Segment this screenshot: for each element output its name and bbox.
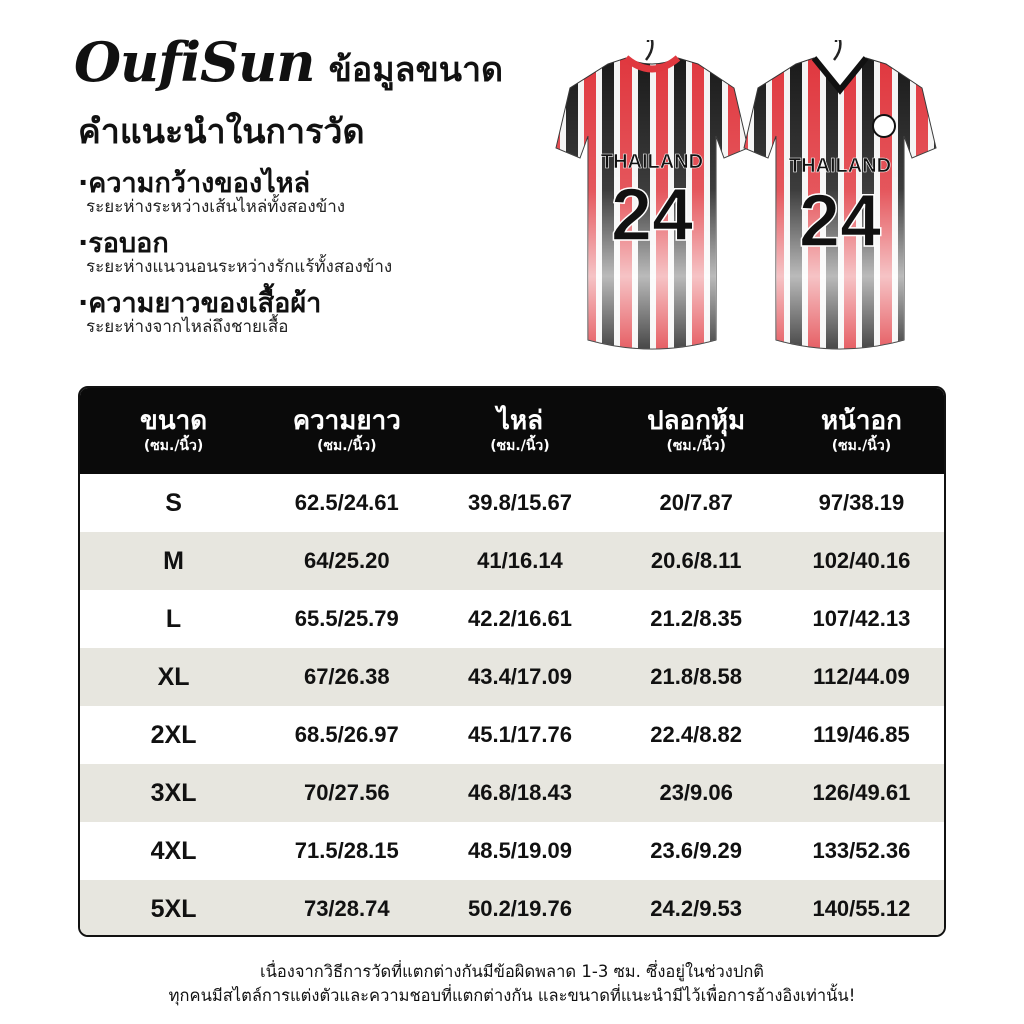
jersey-back-text: THAILAND bbox=[600, 151, 704, 173]
column-header-length bbox=[267, 407, 426, 455]
chest-cell: 133/52.36 bbox=[812, 838, 911, 863]
size-chart-table bbox=[78, 386, 946, 937]
size-cell: XL bbox=[157, 662, 190, 691]
header-label: ปลอกหุ้ม bbox=[647, 405, 746, 436]
tip-heading: ·ความยาวของเสื้อผ้า bbox=[78, 288, 322, 319]
table-row bbox=[80, 764, 944, 822]
shoulder-cell: 45.1/17.76 bbox=[467, 722, 572, 747]
chest-cell: 107/42.13 bbox=[812, 606, 911, 631]
tip-chest bbox=[78, 230, 392, 277]
chest-cell: 112/44.09 bbox=[813, 664, 910, 689]
length-cell: 70/27.56 bbox=[303, 780, 390, 805]
header-label: หน้าอก bbox=[820, 405, 902, 436]
header-label: ไหล่ bbox=[496, 405, 544, 436]
sleeve-cell: 24.2/9.53 bbox=[650, 896, 743, 921]
shoulder-cell: 43.4/17.09 bbox=[467, 664, 572, 689]
tip-description: ระยะห่างแนวนอนระหว่างรักแร้ทั้งสองข้าง bbox=[86, 257, 393, 277]
table-row bbox=[80, 590, 944, 648]
jersey-images bbox=[548, 40, 938, 370]
table-header bbox=[80, 388, 944, 474]
chest-cell: 119/46.85 bbox=[813, 722, 910, 747]
table-row bbox=[80, 822, 944, 880]
size-cell: M bbox=[163, 546, 184, 575]
note-reference-only: ทุกคนมีสไตล์การแต่งตัวและความชอบที่แตกต่างกัน และขนาดที่แนะนำมีไว้เพื่อการอ้างอิงเท่านั้น! bbox=[168, 986, 856, 1005]
jersey-front-number: 24 bbox=[798, 179, 882, 262]
chest-cell: 126/49.61 bbox=[812, 780, 911, 805]
header-label: ความยาว bbox=[292, 405, 401, 436]
sleeve-cell: 23/9.06 bbox=[659, 780, 733, 805]
shoulder-cell: 48.5/19.09 bbox=[467, 838, 572, 863]
jersey-back-number: 24 bbox=[610, 173, 694, 256]
shoulder-cell: 46.8/18.43 bbox=[467, 780, 572, 805]
header-unit: (ซม./นิ้ว) bbox=[490, 437, 550, 454]
length-cell: 65.5/25.79 bbox=[294, 606, 399, 631]
header-unit: (ซม./นิ้ว) bbox=[666, 437, 726, 454]
chest-cell: 102/40.16 bbox=[812, 548, 911, 573]
chest-cell: 97/38.19 bbox=[818, 490, 905, 515]
length-cell: 71.5/28.15 bbox=[294, 838, 399, 863]
crest-icon bbox=[873, 115, 895, 137]
header bbox=[74, 30, 503, 96]
length-cell: 73/28.74 bbox=[303, 896, 390, 921]
sleeve-cell: 20.6/8.11 bbox=[650, 548, 742, 573]
length-cell: 64/25.20 bbox=[303, 548, 390, 573]
jersey-front bbox=[744, 40, 936, 349]
tip-description: ระยะห่างจากไหล่ถึงชายเสื้อ bbox=[86, 317, 289, 337]
jersey-front-text: THAILAND bbox=[788, 155, 892, 177]
size-cell: S bbox=[165, 488, 182, 517]
length-cell: 68.5/26.97 bbox=[294, 722, 399, 747]
tip-heading: ·ความกว้างของไหล่ bbox=[78, 168, 311, 199]
size-cell: 4XL bbox=[150, 836, 197, 865]
tip-description: ระยะห่างระหว่างเส้นไหล่ทั้งสองข้าง bbox=[86, 197, 346, 217]
table-row bbox=[80, 474, 944, 532]
column-header-sleeve bbox=[614, 407, 779, 455]
note-measurement-error: เนื่องจากวิธีการวัดที่แตกต่างกันมีข้อผิดพลาด 1-3 ซม. ซึ่งอยู่ในช่วงปกติ bbox=[259, 962, 765, 981]
page-subtitle: คำแนะนำในการวัด bbox=[78, 112, 365, 152]
size-cell: 5XL bbox=[150, 894, 197, 923]
tip-length bbox=[78, 290, 321, 337]
tip-heading: ·รอบอก bbox=[78, 228, 169, 259]
table-row bbox=[80, 880, 944, 937]
table-row bbox=[80, 706, 944, 764]
header-unit: (ซม./นิ้ว) bbox=[831, 437, 892, 454]
header-label: ขนาด bbox=[140, 405, 208, 436]
brand-logo: OufiSun bbox=[74, 30, 315, 94]
table-row bbox=[80, 532, 944, 590]
size-cell: 3XL bbox=[150, 778, 197, 807]
column-header-size bbox=[80, 407, 267, 455]
length-cell: 62.5/24.61 bbox=[294, 490, 399, 515]
sleeve-cell: 22.4/8.82 bbox=[650, 722, 743, 747]
size-cell: 2XL bbox=[150, 720, 197, 749]
length-cell: 67/26.38 bbox=[303, 664, 390, 689]
column-header-chest bbox=[779, 407, 944, 455]
jersey-back bbox=[556, 40, 748, 349]
header-unit: (ซม./นิ้ว) bbox=[143, 437, 204, 454]
column-header-shoulder bbox=[426, 407, 613, 455]
page-title: ข้อมูลขนาด bbox=[328, 50, 504, 90]
shoulder-cell: 39.8/15.67 bbox=[467, 490, 572, 515]
header-unit: (ซม./นิ้ว) bbox=[317, 437, 377, 454]
tip-shoulder bbox=[78, 170, 345, 217]
shoulder-cell: 42.2/16.61 bbox=[467, 606, 572, 631]
table-row bbox=[80, 648, 944, 706]
shoulder-cell: 50.2/19.76 bbox=[467, 896, 572, 921]
chest-cell: 140/55.12 bbox=[812, 896, 911, 921]
sleeve-cell: 21.2/8.35 bbox=[650, 606, 743, 631]
sleeve-cell: 21.8/8.58 bbox=[650, 664, 743, 689]
sleeve-cell: 23.6/9.29 bbox=[650, 838, 743, 863]
sleeve-cell: 20/7.87 bbox=[659, 490, 733, 515]
shoulder-cell: 41/16.14 bbox=[477, 548, 563, 573]
size-cell: L bbox=[165, 604, 182, 633]
